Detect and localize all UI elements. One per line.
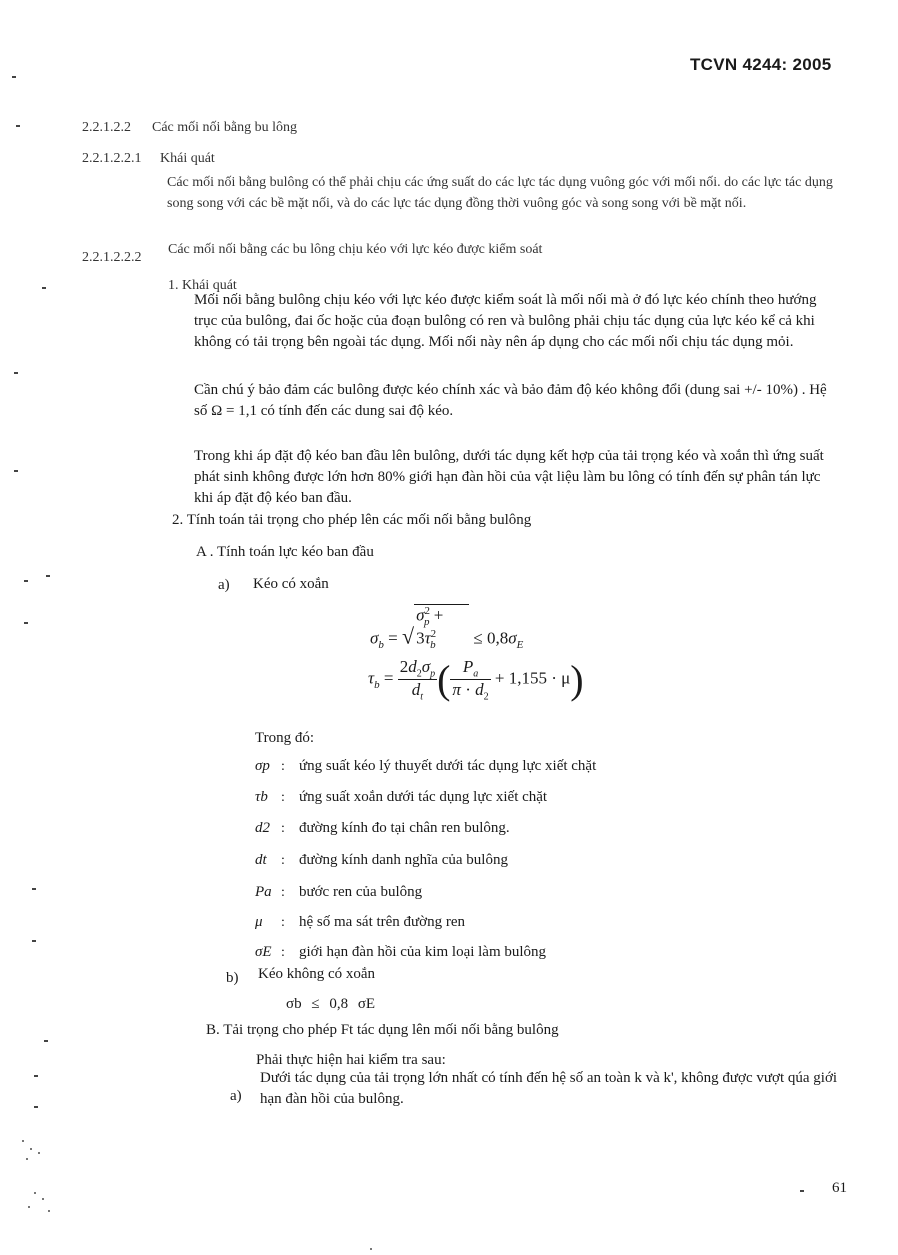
scan-mark bbox=[34, 1106, 38, 1108]
subsection-number: 2.2.1.2.2.2 bbox=[82, 250, 142, 265]
description: ứng suất kéo lý thuyết dưới tác dụng lực xiết chặt bbox=[299, 758, 597, 774]
subsection-paragraph: Các mối nối bằng bulông có thể phải chịu các ứng suất do các lực tác dụng vuông góc với mối nối. do các lực tác dụng song song với các bề mặt nối, và do các lực tác dụng đồng thời vuông góc và song song với bề mặt nối. bbox=[167, 175, 833, 211]
section-title: Các mối nối bằng bu lông bbox=[152, 120, 298, 135]
separator: : bbox=[281, 885, 285, 900]
scan-mark bbox=[16, 125, 20, 127]
separator: : bbox=[281, 790, 285, 805]
list-item-label: 2. Tính toán tải trọng cho phép lên các mối nối bằng bulông bbox=[172, 512, 532, 528]
formula-bolt-stress: $\sigma_b = √\sigma^2_p + 3\tau^2_b \le 0,8\sigma_E$ bbox=[370, 605, 524, 652]
list-item-label: Kéo không có xoắn bbox=[258, 966, 376, 982]
separator: : bbox=[281, 853, 285, 868]
description: đường kính đo tại chân ren bulông. bbox=[299, 820, 510, 836]
definition-row bbox=[255, 789, 547, 811]
document-code: TCVN 4244: 2005 bbox=[690, 55, 832, 74]
scan-mark bbox=[44, 1040, 48, 1042]
scan-speckle bbox=[48, 1210, 50, 1212]
symbol: μ bbox=[255, 914, 263, 930]
scan-mark bbox=[14, 470, 18, 472]
subsection-number: 2.2.1.2.2.1 bbox=[82, 151, 142, 166]
scan-mark bbox=[24, 580, 28, 582]
sub-heading: B. Tải trọng cho phép Ft tác dụng lên mối nối bằng bulông bbox=[206, 1022, 559, 1038]
symbol: Pa bbox=[255, 884, 272, 900]
scan-mark bbox=[32, 888, 36, 890]
separator: : bbox=[281, 945, 285, 960]
formula-no-torsion: σb ≤ 0,8 σE bbox=[286, 996, 376, 1012]
scan-mark bbox=[12, 76, 16, 78]
definition-row bbox=[255, 852, 508, 874]
paragraph: Trong khi áp đặt độ kéo ban đầu lên bulông, dưới tác dụng kết hợp của tải trọng kéo và xoắn thì ứng suất phát sinh không được lớn hơn 80% giới hạn đàn hồi của vật liệu làm bu lông có tính đến sự phân tán lực khi áp đặt độ kéo ban đầu. bbox=[194, 448, 824, 506]
scan-speckle bbox=[34, 1192, 36, 1194]
scan-mark bbox=[14, 372, 18, 374]
where-label: Trong đó: bbox=[255, 730, 315, 746]
description: ứng suất xoắn dưới tác dụng lực xiết chặt bbox=[299, 789, 548, 805]
scan-mark bbox=[42, 287, 46, 289]
scan-mark bbox=[32, 940, 36, 942]
symbol: σp bbox=[255, 758, 270, 774]
description: đường kính danh nghĩa của bulông bbox=[299, 852, 508, 868]
definition-row bbox=[255, 820, 510, 842]
definition-row bbox=[255, 884, 422, 906]
list-marker: a) bbox=[230, 1088, 242, 1104]
list-marker: b) bbox=[226, 970, 239, 986]
subsection-title: Các mối nối bằng các bu lông chịu kéo với lực kéo được kiểm soát bbox=[168, 242, 543, 257]
symbol: σE bbox=[255, 944, 272, 960]
subsection-title: Khái quát bbox=[160, 151, 215, 166]
scan-speckle bbox=[42, 1198, 44, 1200]
scan-speckle bbox=[38, 1152, 40, 1154]
description: bước ren của bulông bbox=[299, 884, 423, 900]
formula-constant: + 1,155 · μ bbox=[494, 668, 571, 688]
paragraph: Mối nối bằng bulông chịu kéo với lực kéo được kiểm soát là mối nối mà ở đó lực kéo chính theo hướng trục của bulông, đai ốc hoặc của đoạn bulông có ren và bulông phải chịu tác dụng của lực kéo kể cả khi không có tải trọng bên ngoài tác dụng. Mối nối này nên áp dụng cho các mối nối chịu tác dụng mỏi. bbox=[194, 292, 817, 350]
list-marker: a) bbox=[218, 577, 230, 593]
separator: : bbox=[281, 759, 285, 774]
description: giới hạn đàn hồi của kim loại làm bulông bbox=[299, 944, 547, 960]
scan-mark bbox=[34, 1075, 38, 1077]
scan-speckle bbox=[370, 1248, 372, 1250]
scan-mark bbox=[46, 575, 50, 577]
symbol: d2 bbox=[255, 820, 270, 836]
section-number: 2.2.1.2.2 bbox=[82, 120, 131, 135]
formula-torsion-stress: $\tau_b$ = $\frac{2d_2\sigma_p}{d_t}$ ( $\frac{P_a}{\pi \cdot d_2}$ + 1,155 · μ) bbox=[368, 656, 584, 703]
definition-row bbox=[255, 758, 596, 780]
paragraph: Phải thực hiện hai kiểm tra sau: bbox=[256, 1052, 446, 1068]
separator: : bbox=[281, 821, 285, 836]
list-item-label: 1. Khái quát bbox=[168, 278, 237, 293]
scan-speckle bbox=[28, 1206, 30, 1208]
scan-speckle bbox=[30, 1148, 32, 1150]
list-item-label: Kéo có xoắn bbox=[253, 576, 329, 592]
paragraph: Cần chú ý bảo đảm các bulông được kéo chính xác và bảo đảm độ kéo không đổi (dung sai +/- 10%) . Hệ số Ω = 1,1 có tính đến các dung sai độ kéo. bbox=[194, 382, 827, 419]
page-number: 61 bbox=[832, 1180, 847, 1196]
definition-row bbox=[255, 914, 465, 936]
sub-heading: A . Tính toán lực kéo ban đầu bbox=[196, 544, 374, 560]
scan-speckle bbox=[26, 1158, 28, 1160]
paragraph: Dưới tác dụng của tải trọng lớn nhất có tính đến hệ số an toàn k và k', không được vượt qúa giới hạn đàn hồi của bulông. bbox=[260, 1070, 838, 1107]
scan-speckle bbox=[22, 1140, 24, 1142]
scan-mark bbox=[800, 1190, 804, 1192]
description: hệ số ma sát trên đường ren bbox=[299, 914, 466, 930]
symbol: τb bbox=[255, 789, 268, 805]
scan-mark bbox=[24, 622, 28, 624]
separator: : bbox=[281, 915, 285, 930]
definition-row bbox=[255, 944, 546, 966]
symbol: dt bbox=[255, 852, 267, 868]
